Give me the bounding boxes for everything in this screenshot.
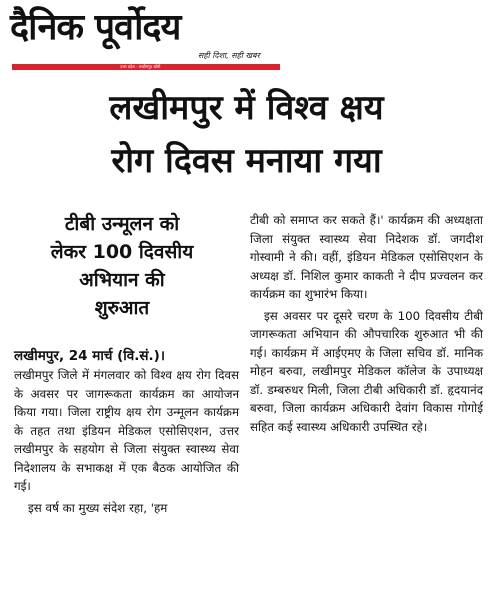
article-column-right <box>250 211 483 436</box>
headline <box>0 82 493 188</box>
masthead-red-bar-text: उत्तर प्रदेश · लखीमपुर खीरी <box>120 64 161 69</box>
article-column-left <box>14 366 239 517</box>
paragraph-1: लखीमपुर जिले में मंगलवार को विश्व क्षय रोग दिवस के अवसर पर जागरूकता कार्यक्रम का आयोजन किया गया। जिला राष्ट्रीय क्षय रोग उन्मूलन कार्यक्रम के तहत तथा इंडियन मेडिकल एसोसिएशन, उत्तर लखीमपुर के सहयोग से जिला संयुक्त स्वास्थ्य सेवा निदेशालय के सभाकक्ष में एक बैठक आयोजित की गई। <box>14 368 239 493</box>
logo-text: दैनिक पूर्वोदय <box>10 7 181 48</box>
subheadline <box>12 210 232 322</box>
paragraph-2: इस वर्ष का मुख्य संदेश रहा, 'हम <box>28 500 168 515</box>
subhead-line-2: लेकर 100 दिवसीय <box>50 241 194 263</box>
headline-line-1: लखीमपुर में विश्व क्षय <box>109 88 384 128</box>
masthead <box>0 0 493 75</box>
tagline: सही दिशा, सही खबर <box>198 51 260 60</box>
paragraph-3: टीबी को समाप्त कर सकते हैं।' कार्यक्रम की अध्यक्षता जिला संयुक्त स्वास्थ्य सेवा निदेशक डॉ. जगदीश गोस्वामी ने की। वहीं, इंडियन मेडिकल एसोसिएशन के अध्यक्ष डॉ. निशिल कुमार काकती ने दीप प्रज्वलन कर कार्यक्रम का शुभारंभ किया। <box>250 213 483 301</box>
dateline: लखीमपुर, 24 मार्च (वि.सं.)। <box>14 348 165 364</box>
subhead-line-1: टीबी उन्मूलन को <box>64 213 180 235</box>
paragraph-4: इस अवसर पर दूसरे चरण के 100 दिवसीय टीबी जागरूकता अभियान की औपचारिक शुरुआत भी की गई। कार्यक्रम में आईएमए के जिला सचिव डॉ. मानिक मोहन बरुवा, लखीमपुर मेडिकल कॉलेज के उपाध्यक्ष डॉ. डम्बरुधर मिली, जिला टीबी अधिकारी डॉ. हृदयानंद बरुवा, जिला कार्यक्रम अधिकारी देवांग विकास गोगोई सहित कई स्वास्थ्य अधिकारी उपस्थित रहे। <box>250 308 483 434</box>
subhead-line-3: अभियान की <box>79 269 165 291</box>
headline-line-2: रोग दिवस मनाया गया <box>111 141 382 181</box>
newspaper-logo <box>10 6 180 50</box>
subhead-line-4: शुरुआत <box>94 297 150 319</box>
